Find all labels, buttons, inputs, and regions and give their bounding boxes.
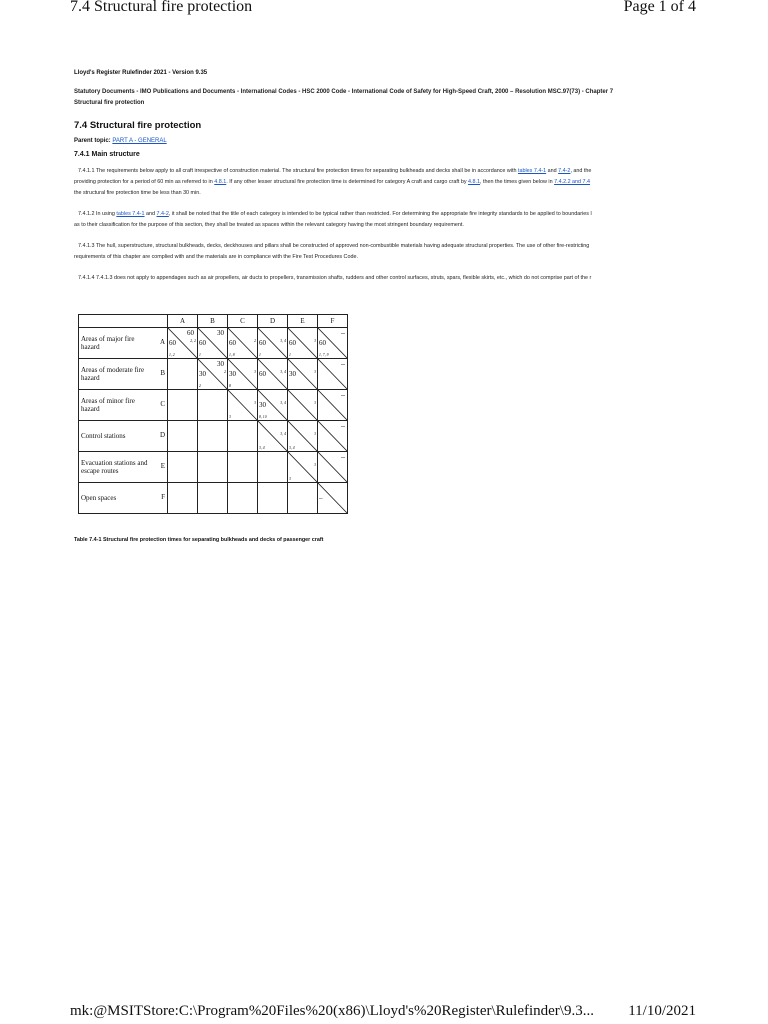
paragraph-7-4-1-4 bbox=[74, 273, 698, 284]
cell-note: 3 bbox=[314, 339, 316, 343]
cell-top-value: 60 bbox=[187, 329, 194, 337]
table-cell bbox=[318, 483, 348, 514]
table-cell bbox=[258, 452, 288, 483]
paragraph-text: , then the times given below in bbox=[480, 179, 553, 185]
print-footer bbox=[0, 1002, 768, 1024]
link-7-4-2[interactable]: 7.4-2 bbox=[156, 211, 169, 217]
section-title: 7.4.1 Main structure bbox=[74, 151, 140, 158]
paragraph-text: , it shall be noted that the title of each category is intended to be typical rather than restricted. For determining the appropriate fire integrity standards to be applied to boundaries l bbox=[168, 211, 592, 217]
row-letter: A bbox=[159, 338, 165, 346]
cell-top-value: 30 bbox=[217, 329, 224, 337]
table-cell bbox=[228, 359, 258, 390]
row-label bbox=[79, 328, 168, 359]
table-cell bbox=[228, 328, 258, 359]
table-cell bbox=[198, 359, 228, 390]
cell-value: 60 bbox=[169, 339, 176, 347]
cell-note: 3 bbox=[314, 432, 316, 436]
cell-value: 60 bbox=[319, 339, 326, 347]
link-tables-7-4-1[interactable]: tables 7.4-1 bbox=[116, 211, 145, 217]
row-letter: F bbox=[161, 493, 165, 501]
table-cell bbox=[258, 483, 288, 514]
table-row bbox=[79, 390, 348, 421]
footer-url: mk:@MSITStore:C:\Program%20Files%20(x86)\Lloyd's%20Register\Rulefinder\9.3... bbox=[70, 1003, 594, 1019]
fire-protection-table bbox=[78, 314, 348, 514]
paragraph-text: requirements of this chapter are complied with and the materials are in compliance with the Fire Test Procedures Code. bbox=[74, 254, 358, 260]
cell-diagonal bbox=[288, 452, 317, 482]
row-label-text: Evacuation stations and escape routes bbox=[81, 459, 148, 475]
table-cell bbox=[168, 390, 198, 421]
cell-note: 2, 2 bbox=[190, 339, 196, 343]
cell-value: 30 bbox=[289, 370, 296, 378]
parent-topic bbox=[74, 138, 698, 144]
page-title: 7.4 Structural fire protection bbox=[74, 120, 202, 131]
cell-dash: – bbox=[341, 390, 345, 399]
table-caption: Table 7.4-1 Structural fire protection times for separating bulkheads and decks of passenger craft bbox=[74, 537, 324, 543]
table-body bbox=[79, 328, 348, 514]
table-cell bbox=[258, 390, 288, 421]
cell-note: 3 bbox=[229, 415, 231, 419]
paragraph-text: 7.4.1.2 In using bbox=[78, 211, 115, 217]
paragraph-text: 7.4.1.1 The requirements below apply to all craft irrespective of construction material. The structural fire protection times for separating bulkheads and decks shall be in accordance with bbox=[78, 168, 517, 174]
cell-note: 8 bbox=[229, 384, 231, 388]
cell-note: 3 bbox=[314, 370, 316, 374]
table-cell bbox=[168, 421, 198, 452]
table-header-row bbox=[79, 315, 348, 328]
cell-note: 8, 10 bbox=[259, 415, 267, 419]
row-letter: B bbox=[160, 369, 165, 377]
table-cell bbox=[288, 328, 318, 359]
cell-note: 3, 4 bbox=[280, 370, 286, 374]
row-label-text: Open spaces bbox=[81, 494, 117, 502]
table-row bbox=[79, 452, 348, 483]
table-row bbox=[79, 483, 348, 514]
table-cell bbox=[288, 452, 318, 483]
cell-dash: – bbox=[341, 328, 345, 337]
table-cell bbox=[198, 390, 228, 421]
table-cell bbox=[258, 359, 288, 390]
table-cell bbox=[318, 452, 348, 483]
cell-value: 60 bbox=[229, 339, 236, 347]
cell-value: 60 bbox=[259, 370, 266, 378]
table-row bbox=[79, 359, 348, 390]
cell-note: 1 bbox=[259, 353, 261, 357]
cell-note: 2 bbox=[199, 384, 201, 388]
table-cell bbox=[228, 421, 258, 452]
column-header: F bbox=[318, 315, 348, 328]
row-label-text: Areas of minor fire hazard bbox=[81, 397, 135, 413]
table-cell bbox=[258, 328, 288, 359]
paragraph-7-4-1-1 bbox=[74, 166, 698, 199]
paragraph-text: the structural fire protection time be less than 30 min. bbox=[74, 190, 201, 196]
row-label bbox=[79, 421, 168, 452]
row-letter: C bbox=[160, 400, 165, 408]
table-corner-cell bbox=[79, 315, 168, 328]
cell-note: 3, 4 bbox=[280, 432, 286, 436]
print-header-title: 7.4 Structural fire protection bbox=[70, 0, 253, 15]
table-cell bbox=[288, 359, 318, 390]
link-7-4-2[interactable]: 7.4-2 bbox=[558, 168, 571, 174]
cell-diagonal bbox=[288, 390, 317, 420]
column-header: D bbox=[258, 315, 288, 328]
row-letter: D bbox=[159, 431, 165, 439]
row-label-text: Areas of moderate fire hazard bbox=[81, 366, 145, 382]
paragraph-text: and bbox=[547, 168, 557, 174]
paragraph-text: providing protection for a period of 60 min as referred to in bbox=[74, 179, 213, 185]
table-cell bbox=[198, 483, 228, 514]
row-label-text: Control stations bbox=[81, 432, 126, 440]
cell-note: 3 bbox=[254, 370, 256, 374]
paragraph-text: and bbox=[146, 211, 156, 217]
cell-note: 3, 4 bbox=[289, 446, 295, 450]
paragraph-text: , and the bbox=[570, 168, 592, 174]
table-cell bbox=[288, 421, 318, 452]
link-tables-7-4-1[interactable]: tables 7.4-1 bbox=[517, 168, 547, 174]
table-cell bbox=[198, 421, 228, 452]
cell-value: 60 bbox=[199, 339, 206, 347]
cell-note: 1, 2 bbox=[169, 353, 175, 357]
table-cell bbox=[288, 483, 318, 514]
cell-value: 30 bbox=[199, 370, 206, 378]
cell-note: 2 bbox=[254, 339, 256, 343]
cell-note: 3 bbox=[254, 401, 256, 405]
table-cell bbox=[318, 421, 348, 452]
cell-value: 60 bbox=[259, 339, 266, 347]
print-header bbox=[0, 0, 768, 18]
column-header: B bbox=[198, 315, 228, 328]
cell-note: 3, 4 bbox=[280, 401, 286, 405]
column-header: E bbox=[288, 315, 318, 328]
table-cell bbox=[318, 328, 348, 359]
cell-note: 1 bbox=[289, 353, 291, 357]
column-header: C bbox=[228, 315, 258, 328]
cell-note: 3, 4 bbox=[280, 339, 286, 343]
column-header: A bbox=[168, 315, 198, 328]
paragraph-text: 7.4.1.4 7.4.1.3 does not apply to appendages such as air propellers, air ducts to propellers, transmission shafts, rudders and other control surfaces, struts, spars, flexible skirts, etc., which do not comprise part of the r bbox=[78, 275, 592, 281]
link-4-8-1[interactable]: 4.8.1 bbox=[214, 179, 227, 185]
cell-note: 3 bbox=[314, 463, 316, 467]
cell-diagonal bbox=[228, 390, 257, 420]
breadcrumb-line: Statutory Documents - IMO Publications and Documents - International Codes - HSC 2000 Code - International Code of Safety for High-Speed Craft, 2000 – Resolution MSC.97(73) - Chapter 7 bbox=[74, 89, 614, 95]
table-row bbox=[79, 421, 348, 452]
cell-value: 30 bbox=[259, 401, 266, 409]
table-cell bbox=[168, 359, 198, 390]
link-7-4-2-2[interactable]: 7.4.2.2 and 7.4 bbox=[554, 179, 591, 185]
cell-top-value: 30 bbox=[217, 360, 224, 368]
cell-dash: – bbox=[341, 421, 345, 430]
cell-value: 30 bbox=[229, 370, 236, 378]
cell-note: 2 bbox=[224, 370, 226, 374]
paragraph-7-4-1-2 bbox=[74, 209, 698, 231]
table-cell bbox=[318, 359, 348, 390]
table-cell bbox=[288, 390, 318, 421]
table-cell bbox=[318, 390, 348, 421]
row-letter: E bbox=[160, 462, 165, 470]
row-label-text: Areas of major fire hazard bbox=[81, 335, 135, 351]
breadcrumb bbox=[74, 87, 698, 109]
footer-date: 11/10/2021 bbox=[628, 1003, 696, 1019]
table-row bbox=[79, 328, 348, 359]
link-4-8-1-second[interactable]: 4.8.1 bbox=[468, 179, 481, 185]
table-cell bbox=[228, 452, 258, 483]
paragraph-text: 7.4.1.3 The hull, superstructure, structural bulkheads, decks, deckhouses and pillars shall be constructed of approved non-combustible materials having adequate structural properties. The use of other fire-restricting bbox=[78, 243, 590, 249]
table-cell bbox=[198, 452, 228, 483]
breadcrumb-line: Structural fire protection bbox=[74, 100, 145, 106]
cell-dash: – bbox=[341, 452, 345, 461]
cell-note: 1, 8 bbox=[229, 353, 235, 357]
row-label bbox=[79, 483, 168, 514]
paragraph-text: . If any other lesser structural fire protection time is determined for category A craft and cargo craft by bbox=[226, 179, 467, 185]
table-cell bbox=[198, 328, 228, 359]
table-cell bbox=[258, 421, 288, 452]
table-cell bbox=[228, 390, 258, 421]
cell-note: 1, 7, 9 bbox=[319, 353, 329, 357]
parent-topic-label: Parent topic: bbox=[74, 138, 111, 144]
cell-note: 3 bbox=[314, 401, 316, 405]
table-cell bbox=[168, 328, 198, 359]
parent-topic-link[interactable]: PART A - GENERAL bbox=[112, 138, 167, 144]
paragraph-7-4-1-3 bbox=[74, 241, 698, 263]
table-cell bbox=[228, 483, 258, 514]
row-label bbox=[79, 359, 168, 390]
cell-note: 3, 4 bbox=[259, 446, 265, 450]
cell-value: – bbox=[319, 494, 323, 502]
cell-note: 3 bbox=[289, 477, 291, 481]
cell-value: 60 bbox=[289, 339, 296, 347]
row-label bbox=[79, 452, 168, 483]
cell-dash: – bbox=[341, 359, 345, 368]
document-content bbox=[74, 70, 698, 284]
version-line: Lloyd's Register Rulefinder 2021 - Version 9.35 bbox=[74, 70, 208, 76]
table-cell bbox=[168, 483, 198, 514]
cell-note: 1 bbox=[199, 353, 201, 357]
row-label bbox=[79, 390, 168, 421]
paragraph-text: as to their classification for the purpose of this section, they shall be treated as spaces within the relevant category having the most stringent boundary requirement. bbox=[74, 222, 464, 228]
page-number: Page 1 of 4 bbox=[623, 0, 696, 15]
table-cell bbox=[168, 452, 198, 483]
